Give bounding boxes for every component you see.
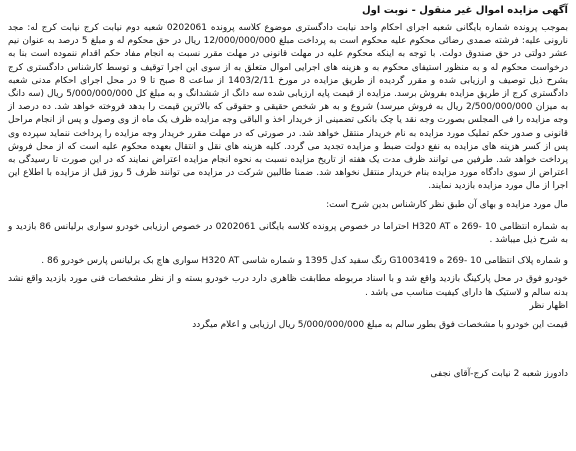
notice-title: آگهی مزایده اموال غیر منقول - نوبت اول <box>362 5 568 16</box>
spacer <box>8 213 568 221</box>
spacer <box>8 332 568 368</box>
opinion-heading: اظهار نظر <box>529 300 568 311</box>
spacer <box>8 247 568 255</box>
vehicle-one-paragraph: به شماره انتظامی 10 -269 ه H320 AT احتراما در خصوص پرونده کلاسه بایگانی 0202061 در خصوص ارزیابی خودرو سواری برلیانس 86 بازدید و به شرح ذیل میباشد . <box>8 221 569 246</box>
condition-paragraph: خودرو فوق در محل پارکینگ بازدید واقع شد و با اسناد مربوطه مطابقت ظاهری دارد درب خودرو بسته و از نظر مشخصات فنی مورد بازدید واقع نشد بدنه سالم و لاستیک ها دارای کیفیت مناسب می باشد . <box>8 274 568 298</box>
main-paragraph: بموجب پرونده شماره بایگانی شعبه اجرای احکام واحد نیابت دادگستری موضوع کلاسه پرونده 0202061 شعبه دوم نیابت کرج نیابت کرج له: مجد نارونی علیه: فرشته صمدی رضائی محکوم علیه محکوم است به پرداخت مبلغ 12/000/000/000 ریال در حق محکوم له و مبلغ 5 درصد به عنوان نیم عشر دولتی در حق صندوق دولت. با توجه به اینکه محکوم علیه در مهلت قانونی در مهلت مقرر نسبت به انجام مفاد حکم اقدام ننموده است بنا به درخواست محکوم له و به منظور استیفای محکوم به و هزینه های اجرایی اموال متعلق به از سوی این اجرا توقیف و توسط کارشناس دادگستری کرج بشرح ذیل توصیف و ارزیابی شده و مقرر گردیده از طریق مزایده در مورخ 1403/2/11 از ساعت 8 صبح تا 9 در محل اجرای احکام مدنی شعبه دادگستری کرج از طریق مزایده بفروش برسد. مزایده از قیمت پایه ارزیابی شده سه دانگ از ششدانگ و به مبلغ کل 5/000/000/000 ریال (سه دانگ به میزان 2/500/000/000 ریال به فروش میرسد) شروع و به هر شخص حقیقی و حقوقی که بالاترین قیمت را بدهد فروخته خواهد شد. ده درصد از وجه مزایده را فی المجلس بصورت وجه نقد یا چک بانکی تضمینی از خریدار اخذ و الباقی وجه مزایده ظرف یک ماه از وی وصول و پس از انجام مراحل قانونی و صدور حکم تملیک مورد مزایده به نام خریدار منتقل خواهد شد. در صورتی که در مهلت مقرر خریدار وجه مزایده را پرداخت ننماید سپرده وی پس از کسر هزینه های مزایده به نفع دولت ضبط و مزایده تجدید می گردد. کلیه هزینه های نقل و انتقال بعهده محکوم علیه است که از محل فروش پرداخت خواهد شد. طرفین می توانند ظرف مدت یک هفته از تاریخ مزایده نسبت به نحوه انجام مزایده اعتراض نمایند که در این صورت تا رسیدگی به اعتراض از سوی دادگاه مورد مزایده بنام خریدار منتقل نخواهد شد. ضمنا طالبین شرکت در مزایده می توانند ظرف 5 روز قبل از مزایده با اطلاع این اجرا از مال مورد مزایده بازدید نمایند. <box>8 23 568 192</box>
description-heading: مال مورد مزایده و بهای آن طبق نظر کارشناس بدین شرح است: <box>326 199 568 210</box>
vehicle-two-paragraph: و شماره پلاک انتظامی 10 -269 ه G1003419 رنگ سفید کدل 1395 و شماره شاسی H320 AT سواری هاچ بک برلیانس پارس خودرو 86 . <box>41 256 568 267</box>
price-paragraph: قیمت این خودرو با مشخصات فوق بطور سالم به مبلغ 5/000/000/000 ریال ارزیابی و اعلام میگردد <box>192 320 568 331</box>
signature: دادورز شعبه 2 نیابت کرج-آقای نجفی <box>430 369 568 380</box>
